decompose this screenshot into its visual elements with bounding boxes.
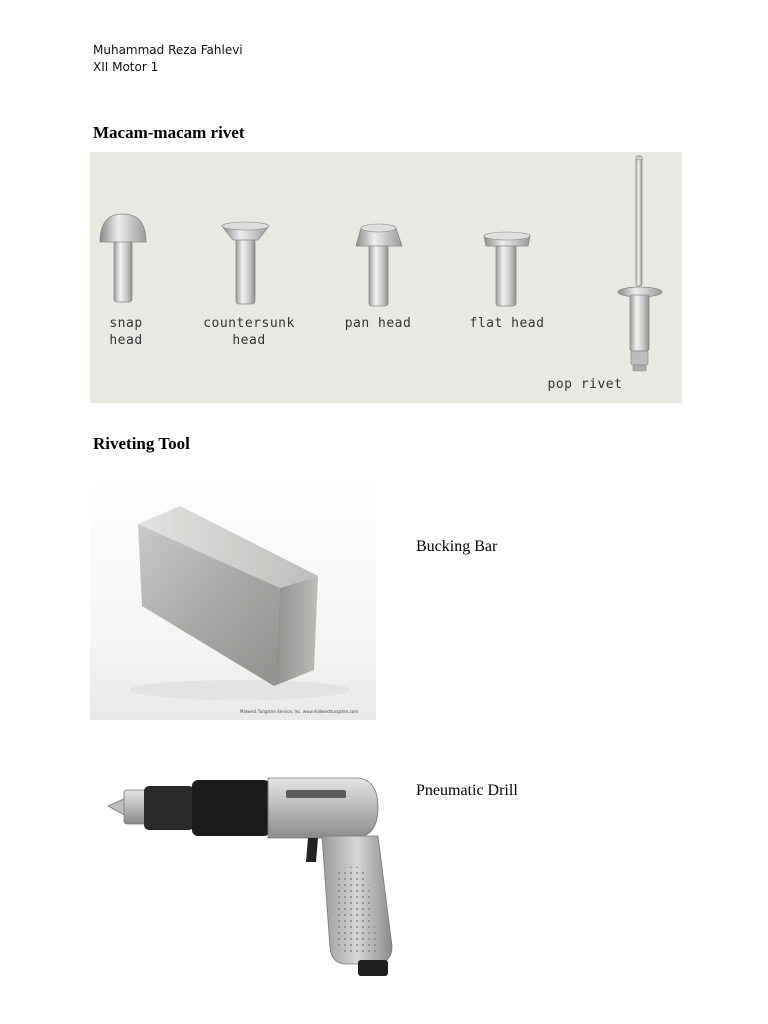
bucking-bar-credit: Midwest Tungsten Service, Inc. www.midwesttungsten.com <box>240 709 359 714</box>
pneumatic-drill-caption: Pneumatic Drill <box>416 782 518 799</box>
countersunk-head-rivet-icon <box>222 222 269 304</box>
countersunk-label-line2: head <box>232 333 266 348</box>
snap-head-label <box>102 315 150 349</box>
pan-head-rivet-icon <box>356 224 402 306</box>
snap-head-label-line2: head <box>109 333 143 348</box>
riveting-tool-heading: Riveting Tool <box>93 434 190 453</box>
flat-head-label <box>464 315 550 332</box>
bucking-bar-caption: Bucking Bar <box>416 538 498 555</box>
bucking-bar-photo <box>90 480 376 720</box>
countersunk-label-line1: countersunk <box>203 316 295 331</box>
pan-head-label-text: pan head <box>344 316 412 331</box>
author-name: Muhammad Reza Fahlevi <box>93 43 243 57</box>
bucking-bar-icon <box>90 480 376 720</box>
pop-rivet-label-text: pop rivet <box>547 377 623 392</box>
pan-head-label <box>335 315 421 332</box>
rivet-types-heading: Macam-macam rivet <box>93 123 245 142</box>
flat-head-rivet-icon <box>484 232 530 306</box>
pop-rivet-label <box>542 376 628 393</box>
snap-head-label-line1: snap <box>109 316 143 331</box>
pop-rivet-icon <box>618 156 662 371</box>
snap-head-rivet-icon <box>100 214 146 302</box>
flat-head-label-text: flat head <box>469 316 545 331</box>
pneumatic-drill-photo <box>96 750 416 982</box>
rivet-types-figure <box>90 152 682 403</box>
countersunk-head-label <box>194 315 304 349</box>
rivet-drawings <box>90 152 682 403</box>
author-block <box>93 42 243 76</box>
pneumatic-drill-icon <box>96 750 416 982</box>
author-class: XII Motor 1 <box>93 60 159 74</box>
